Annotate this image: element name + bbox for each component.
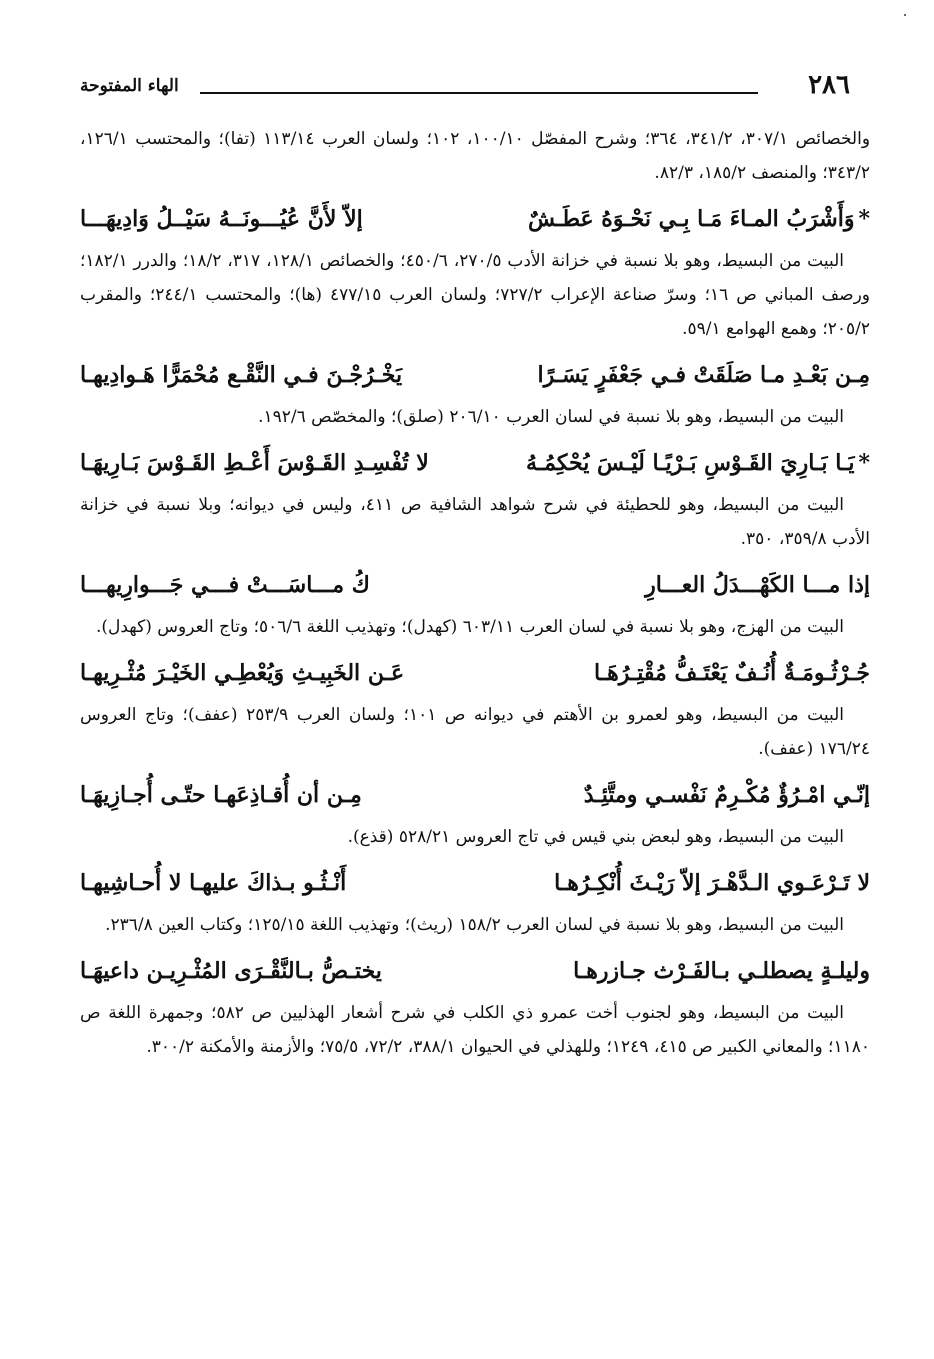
page-number: ٢٨٦ bbox=[808, 70, 850, 100]
verse-hemistich-first: لا تَـرْعَـوي الـدَّهْـرَ إلاّ رَيْـثَ أُنْكِـرُهـا bbox=[554, 870, 870, 896]
verse-hemistich-first: يَـا بَـارِيَ القَـوْسِ بَـرْيًـا لَيْـسَ يُحْكِمُـهُ bbox=[525, 450, 855, 476]
entry-star: * bbox=[858, 450, 870, 476]
verse-hemistich-second: كُ مـــاسَـــتْ فـــي جَـــوارِيهـــا bbox=[80, 572, 370, 598]
verse-line bbox=[80, 354, 870, 396]
verse-line bbox=[80, 774, 870, 816]
verse-hemistich-second: مِـن أن أُقـاذِعَهـا حتّـى أُجـازِيهَـا bbox=[80, 782, 362, 808]
verse-line bbox=[80, 442, 870, 484]
verse-citation: البيت من البسيط، وهو لعمرو بن الأهتم في ديوانه ص ١٠١؛ ولسان العرب ٢٥٣/٩ (عفف)؛ وتاج العروس ١٧٦/٢٤ (عفف). bbox=[80, 705, 870, 759]
running-title: الهاء المفتوحة bbox=[80, 76, 179, 96]
verse-citation: البيت من البسيط، وهو لبعض بني قيس في تاج العروس ٥٢٨/٢١ (قذع). bbox=[347, 827, 844, 847]
verse-hemistich-first: جُـرْثُـومَـةٌ أُنُـفٌ يَعْتَـفُّ مُقْتِـرُهَـا bbox=[593, 660, 870, 686]
entry-star: * bbox=[858, 206, 870, 232]
verse-hemistich-second: يَخْـرُجْـنَ فـي النَّقْـع مُحْمَرًّا هَـوادِيهـا bbox=[80, 362, 403, 388]
verse-hemistich-first: إنّـي امْـرُؤٌ مُكْـرِمٌ نَفْسـي ومتَّئِـدٌ bbox=[583, 782, 870, 808]
page-header bbox=[80, 70, 850, 106]
verse-hemistich-first: إذا مـــا الكَهْـــدَلُ العـــارِ bbox=[645, 572, 870, 598]
verse-hemistich-second: لا تُفْسِـدِ القَـوْسَ أَعْـطِ القَـوْسَ بَـارِيهَـا bbox=[80, 450, 429, 476]
corner-mark bbox=[904, 14, 906, 16]
verse-hemistich-second: أَنْـثُـو بـذاكَ عليهـا لا أُحـاشِيهـا bbox=[80, 870, 347, 896]
header-rule bbox=[200, 92, 758, 94]
entry-5 bbox=[80, 652, 870, 766]
footnote-text: والخصائص ٣٠٧/١، ٣٤١/٢، ٣٦٤؛ وشرح المفصّل ١٠٠/١٠، ١٠٢؛ ولسان العرب ١١٣/١٤ (تفا)؛ والمحتسب ١٢٦/١، ٣٤٣/٢؛ والمنصف ١٨٥/٢، ٨٢/٣. bbox=[80, 129, 871, 183]
entry-3 bbox=[80, 442, 870, 556]
entry-4 bbox=[80, 564, 870, 644]
verse-hemistich-first: مِـن بَعْـدِ مـا صَلَقَتْ فـي جَعْفَرٍ يَسَـرًا bbox=[537, 362, 870, 388]
verse-hemistich-first: وليلـةٍ يصطلـي بـالفَـرْث جـازرهـا bbox=[573, 958, 870, 984]
verse-citation: البيت من البسيط، وهو بلا نسبة في خزانة الأدب ٢٧٠/٥، ٤٥٠/٦؛ والخصائص ١٢٨/١، ٣١٧، ١٨/٢؛ والدرر ١٨٢/١؛ ورصف المباني ص ١٦؛ وسرّ صناعة الإعراب ٧٢٧/٢؛ ولسان العرب ٤٧٧/١٥ (ها)؛ والمحتسب ٢٤٤/١؛ والمقرب ٢٠٥/٢؛ وهمع الهوامع ٥٩/١. bbox=[80, 251, 870, 339]
verse-hemistich-second: عَـن الخَبِيـثِ وَيُعْطِـي الخَيْـرَ مُثْـرِيهـا bbox=[80, 660, 405, 686]
verse-line bbox=[80, 652, 870, 694]
verse-line bbox=[80, 950, 870, 992]
entry-2 bbox=[80, 354, 870, 434]
verse-citation: البيت من البسيط، وهو للحطيئة في شرح شواهد الشافية ص ٤١١، وليس في ديوانه؛ وبلا نسبة في خزانة الأدب ٣٥٩/٨، ٣٥٠. bbox=[80, 495, 870, 549]
verse-hemistich-first: وَأَشْرَبُ المـاءَ مَـا بِـي نَحْـوَهُ عَطَـشٌ bbox=[527, 206, 855, 232]
verse-line bbox=[80, 862, 870, 904]
entry-6 bbox=[80, 774, 870, 854]
verse-line bbox=[80, 564, 870, 606]
entry-1 bbox=[80, 198, 870, 346]
entry-0 bbox=[80, 122, 870, 190]
verse-citation: البيت من الهزج، وهو بلا نسبة في لسان العرب ٦٠٣/١١ (كهدل)؛ وتهذيب اللغة ٥٠٦/٦؛ وتاج العروس (كهدل). bbox=[95, 617, 844, 637]
verse-line bbox=[80, 198, 870, 240]
verse-citation: البيت من البسيط، وهو بلا نسبة في لسان العرب ٢٠٦/١٠ (صلق)؛ والمخصّص ١٩٢/٦. bbox=[258, 407, 844, 427]
verse-hemistich-second: إلاّ لأَنَّ عُيُـــونَــهُ سَيْــلُ وَادِيهَـــا bbox=[80, 206, 363, 232]
entry-8 bbox=[80, 950, 870, 1064]
verse-citation: البيت من البسيط، وهو لجنوب أخت عمرو ذي الكلب في شرح أشعار الهذليين ص ٥٨٢؛ وجمهرة اللغة ص ١١٨٠؛ والمعاني الكبير ص ٤١٥، ١٢٤٩؛ وللهذلي في الحيوان ٣٨٨/١، ٧٢/٢، ٧٥/٥؛ والأزمنة والأمكنة ٣٠٠/٢. bbox=[80, 1003, 870, 1057]
verse-citation: البيت من البسيط، وهو بلا نسبة في لسان العرب ١٥٨/٢ (ريث)؛ وتهذيب اللغة ١٢٥/١٥؛ وكتاب العين ٢٣٦/٨. bbox=[105, 915, 844, 935]
page-body bbox=[80, 122, 870, 1064]
entry-7 bbox=[80, 862, 870, 942]
verse-hemistich-second: يختـصُّ بـالنَّقْـرَى المُثْـرِيـن داعيهَـا bbox=[80, 958, 382, 984]
